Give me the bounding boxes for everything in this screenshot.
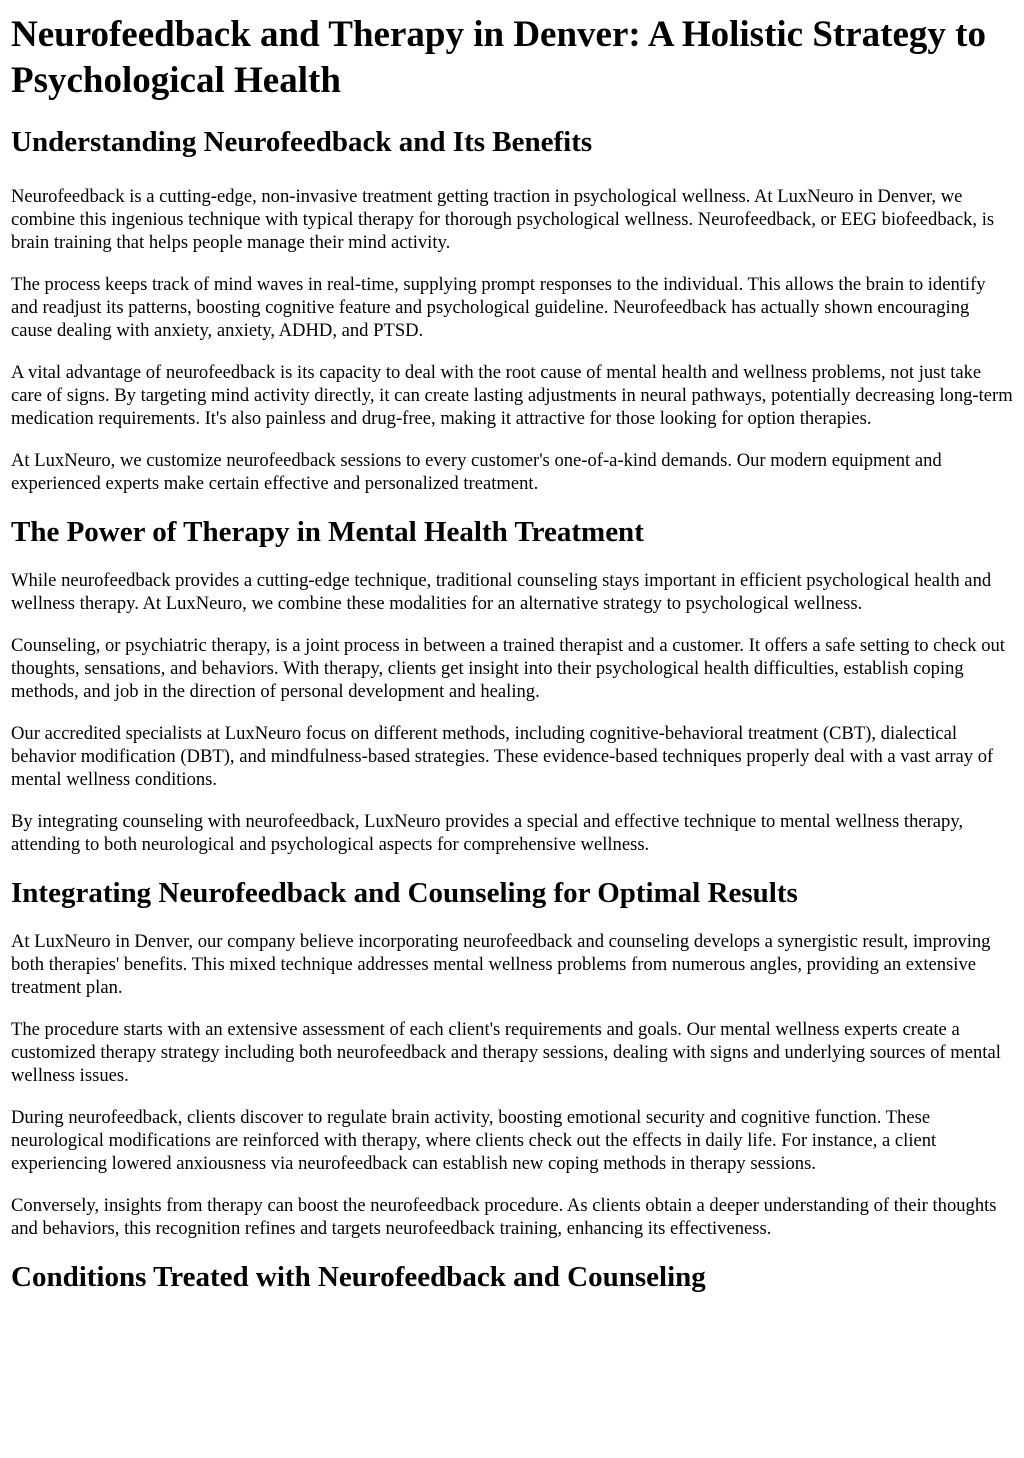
section-heading: Conditions Treated with Neurofeedback and Counseling xyxy=(11,1261,706,1293)
paragraph: While neurofeedback provides a cutting-edge technique, traditional counseling stays important in efficient psychological health and wellness therapy. At LuxNeuro, we combine these modalities for an alternative strategy to psychological wellness. xyxy=(11,570,992,614)
paragraph: At LuxNeuro in Denver, our company believe incorporating neurofeedback and counseling develops a synergistic result, improving both therapies' benefits. This mixed technique addresses mental wellness problems from numerous angles, providing an extensive treatment plan. xyxy=(11,931,991,998)
paragraph: Counseling, or psychiatric therapy, is a joint process in between a trained therapist and a customer. It offers a safe setting to check out thoughts, sensations, and behaviors. With therapy, clients get insight into their psychological health difficulties, establish coping methods, and job in the direction of personal development and healing. xyxy=(11,635,1005,702)
paragraph: By integrating counseling with neurofeedback, LuxNeuro provides a special and effective technique to mental wellness therapy, attending to both neurological and psychological aspects for comprehensive wellness. xyxy=(11,811,964,855)
paragraph: The procedure starts with an extensive assessment of each client's requirements and goals. Our mental wellness experts create a customized therapy strategy including both neurofeedback and therapy sessions, dealing with signs and underlying sources of mental wellness issues. xyxy=(11,1019,1001,1086)
section-heading: The Power of Therapy in Mental Health Treatment xyxy=(11,516,644,548)
paragraph: A vital advantage of neurofeedback is its capacity to deal with the root cause of mental health and wellness problems, not just take care of signs. By targeting mind activity directly, it can create lasting adjustments in neural pathways, potentially decreasing long-term medication requirements. It's also painless and drug-free, making it attractive for those looking for option therapies. xyxy=(11,362,1013,429)
paragraph: Neurofeedback is a cutting-edge, non-invasive treatment getting traction in psychological wellness. At LuxNeuro in Denver, we combine this ingenious technique with typical therapy for thorough psychological wellness. Neurofeedback, or EEG biofeedback, is brain training that helps people manage their mind activity. xyxy=(11,186,995,253)
section-heading: Integrating Neurofeedback and Counseling for Optimal Results xyxy=(11,877,798,909)
paragraph: The process keeps track of mind waves in real-time, supplying prompt responses to the individual. This allows the brain to identify and readjust its patterns, boosting cognitive feature and psychological guideline. Neurofeedback has actually shown encouraging cause dealing with anxiety, anxiety, ADHD, and PTSD. xyxy=(11,274,986,341)
paragraph: At LuxNeuro, we customize neurofeedback sessions to every customer's one-of-a-kind demands. Our modern equipment and experienced experts make certain effective and personalized treatment. xyxy=(11,450,942,494)
paragraph: Our accredited specialists at LuxNeuro focus on different methods, including cognitive-behavioral treatment (CBT), dialectical behavior modification (DBT), and mindfulness-based strategies. These evidence-based techniques properly deal with a vast array of mental wellness conditions. xyxy=(11,723,994,790)
paragraph: During neurofeedback, clients discover to regulate brain activity, boosting emotional security and cognitive function. These neurological modifications are reinforced with therapy, where clients check out the effects in daily life. For instance, a client experiencing lowered anxiousness via neurofeedback can establish new coping methods in therapy sessions. xyxy=(11,1107,937,1174)
paragraph: Conversely, insights from therapy can boost the neurofeedback procedure. As clients obtain a deeper understanding of their thoughts and behaviors, this recognition refines and targets neurofeedback training, enhancing its effectiveness. xyxy=(11,1195,997,1239)
page-title: Neurofeedback and Therapy in Denver: A Holistic Strategy to Psychological Health xyxy=(11,14,986,101)
section-heading: Understanding Neurofeedback and Its Benefits xyxy=(11,126,593,158)
article xyxy=(0,12,1024,1294)
